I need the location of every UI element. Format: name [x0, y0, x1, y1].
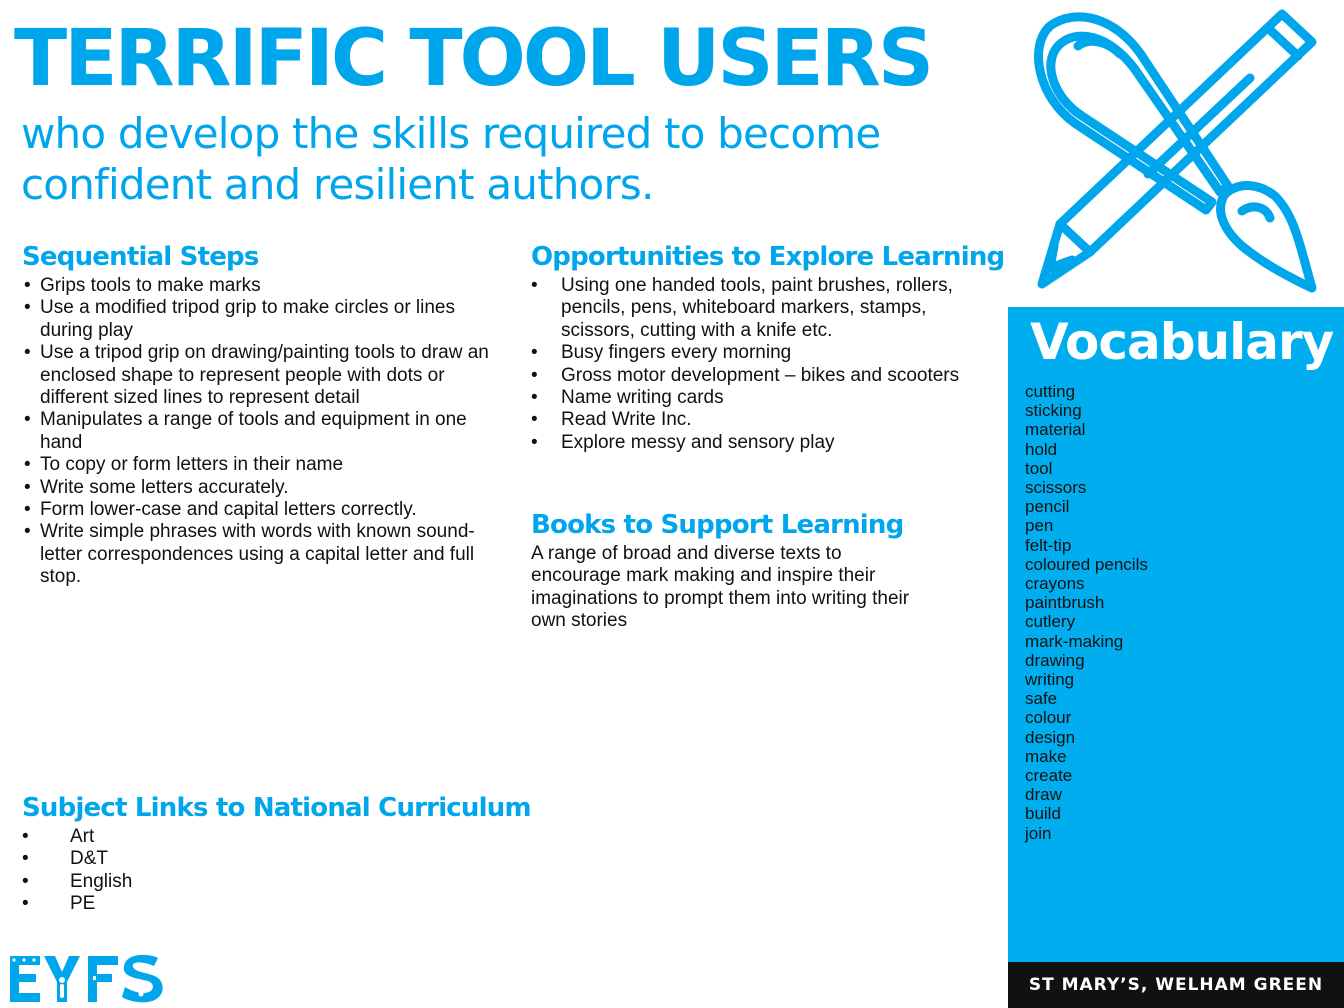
vocab-word: coloured pencils [1025, 554, 1148, 574]
vocabulary-heading: Vocabulary [1030, 313, 1334, 371]
vocab-word: cutlery [1025, 612, 1076, 632]
vocab-word: draw [1025, 785, 1062, 805]
vocab-word: design [1025, 727, 1076, 747]
list-item: • Form lower-case and capital letters correctly. [22, 499, 492, 521]
opportunities-heading: Opportunities to Explore Learning [531, 242, 1005, 272]
list-item: • D&T [22, 848, 322, 870]
vocabulary-list [1025, 382, 1148, 843]
vocab-word: paintbrush [1025, 593, 1105, 613]
vocab-word: mark-making [1025, 631, 1124, 651]
vocab-word: material [1025, 420, 1086, 440]
vocab-word: build [1025, 804, 1061, 824]
vocab-word: writing [1025, 670, 1075, 690]
page-subtitle: who develop the skills required to become confident and resilient authors. [21, 109, 881, 209]
vocab-word: cutting [1025, 382, 1076, 401]
subject-links-heading: Subject Links to National Curriculum [22, 793, 531, 823]
vocab-word: hold [1025, 439, 1058, 459]
list-item: • Using one handed tools, paint brushes, rollers, pencils, pens, whiteboard markers, stamps, scissors, cutting with a knife etc. [531, 275, 996, 342]
vocab-word: colour [1025, 708, 1072, 728]
list-item: • English [22, 871, 322, 893]
vocab-word: crayons [1025, 574, 1085, 594]
vocab-word: tool [1025, 458, 1053, 478]
list-item: • Use a tripod grip on drawing/painting tools to draw an enclosed shape to represent people with dots or different sized lines to represent detail [22, 342, 492, 409]
vocabulary-panel [1008, 307, 1344, 962]
sequential-steps-heading: Sequential Steps [22, 242, 259, 272]
sequential-steps-list [22, 275, 492, 589]
vocab-word: sticking [1025, 401, 1082, 421]
vocab-word: drawing [1025, 650, 1085, 670]
list-item: • Use a modified tripod grip to make circles or lines during play [22, 297, 492, 342]
books-heading: Books to Support Learning [531, 510, 904, 540]
school-name: ST MARY’S, WELHAM GREEN [1028, 975, 1324, 995]
vocab-word: create [1025, 766, 1073, 786]
list-item: • To copy or form letters in their name [22, 454, 492, 476]
page-title: TERRIFIC TOOL USERS [14, 14, 932, 104]
vocab-word: pen [1025, 516, 1054, 536]
vocab-word: scissors [1025, 478, 1087, 498]
school-name-footer [1008, 962, 1344, 1008]
list-item: • Write simple phrases with words with known sound-letter correspondences using a capital letter and full stop. [22, 521, 492, 588]
list-item: • Explore messy and sensory play [531, 432, 996, 454]
vocab-word: make [1025, 746, 1067, 766]
list-item: • Gross motor development – bikes and scooters [531, 365, 996, 387]
list-item: • Name writing cards [531, 387, 996, 409]
list-item: • Grips tools to make marks [22, 275, 492, 297]
list-item: • Art [22, 826, 322, 848]
opportunities-list [531, 275, 996, 454]
subject-links-list [22, 826, 322, 916]
vocab-word: join [1025, 823, 1052, 843]
eyfs-logo [8, 950, 168, 1004]
crossed-pencil-and-paintbrush-icon [1020, 6, 1330, 302]
list-item: • Manipulates a range of tools and equipment in one hand [22, 409, 492, 454]
list-item: • Busy fingers every morning [531, 342, 996, 364]
list-item: • Read Write Inc. [531, 409, 996, 431]
vocab-word: felt-tip [1025, 535, 1072, 555]
books-text: A range of broad and diverse texts to encourage mark making and inspire their imaginations to prompt them into writing their own stories [531, 543, 910, 632]
vocab-word: safe [1025, 689, 1058, 709]
vocab-word: pencil [1025, 497, 1070, 517]
list-item: • Write some letters accurately. [22, 477, 492, 499]
list-item: • PE [22, 893, 322, 915]
